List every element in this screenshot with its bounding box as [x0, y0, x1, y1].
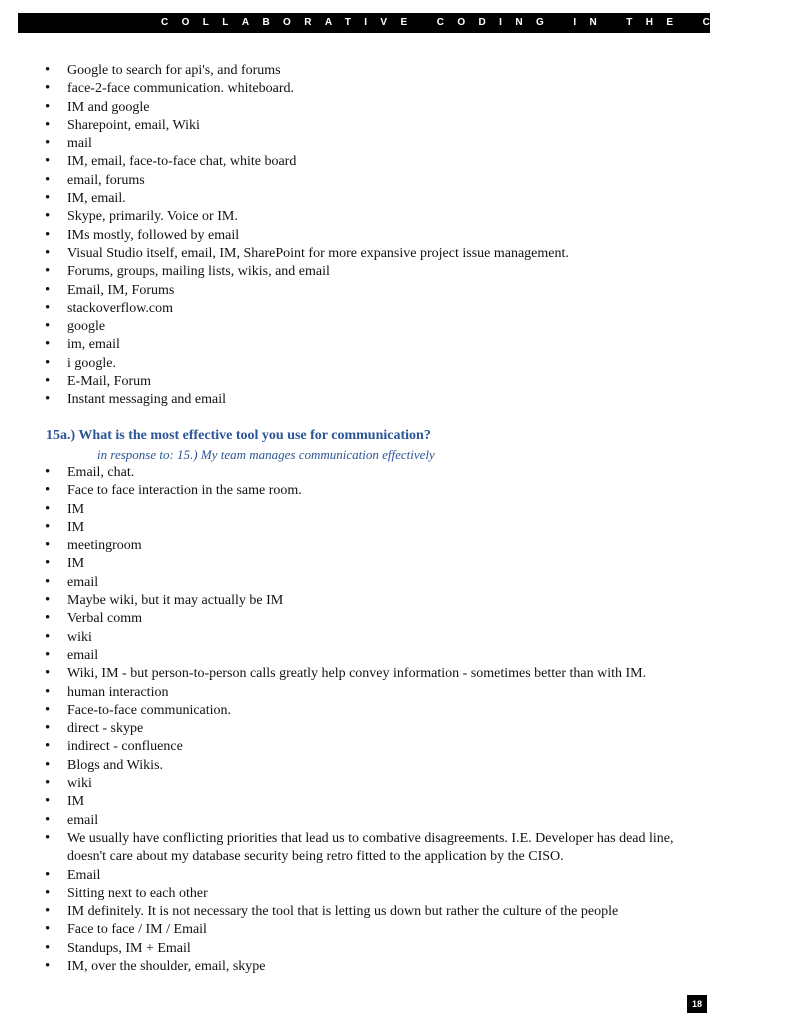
list-item: • Instant messaging and email — [0, 391, 728, 409]
list-item: • email — [0, 647, 728, 665]
list-item: • google — [0, 318, 728, 336]
list-item: • IM and google — [0, 99, 728, 117]
list-item: • Maybe wiki, but it may actually be IM — [0, 592, 728, 610]
list-item: • meetingroom — [0, 537, 728, 555]
list-item: • Sharepoint, email, Wiki — [0, 117, 728, 135]
response-list — [0, 62, 728, 410]
list-item: • email — [0, 812, 728, 830]
list-item: • IM — [0, 793, 728, 811]
list-item: • Forums, groups, mailing lists, wikis, and email — [0, 263, 728, 281]
list-item: • Sitting next to each other — [0, 885, 728, 903]
list-item: • We usually have conflicting priorities that lead us to combative disagreements. I.E. Developer has dead line, doesn't care about my database security being retro fitted to the application by the CISO. — [0, 830, 728, 867]
list-item: • IM, over the shoulder, email, skype — [0, 958, 728, 976]
list-item: • Face to face interaction in the same room. — [0, 482, 728, 500]
list-item: • E-Mail, Forum — [0, 373, 728, 391]
list-item: • wiki — [0, 629, 728, 647]
list-item: • im, email — [0, 336, 728, 354]
list-item: • Email, IM, Forums — [0, 282, 728, 300]
list-item: • human interaction — [0, 684, 728, 702]
list-item: • email — [0, 574, 728, 592]
list-item: • stackoverflow.com — [0, 300, 728, 318]
list-item: • direct - skype — [0, 720, 728, 738]
list-item: • Face-to-face communication. — [0, 702, 728, 720]
list-item: • IM, email, face-to-face chat, white board — [0, 153, 728, 171]
page-number: 18 — [687, 995, 707, 1013]
question-title: 15a.) What is the most effective tool you use for communication? — [46, 428, 431, 443]
list-item: • Blogs and Wikis. — [0, 757, 728, 775]
list-item: • Visual Studio itself, email, IM, SharePoint for more expansive project issue management. — [0, 245, 728, 263]
list-item: • wiki — [0, 775, 728, 793]
list-item: • Verbal comm — [0, 610, 728, 628]
list-item: • face-2-face communication. whiteboard. — [0, 80, 728, 98]
list-item: • Skype, primarily. Voice or IM. — [0, 208, 728, 226]
list-item: • IM — [0, 519, 728, 537]
list-item: • IM — [0, 501, 728, 519]
list-item: • indirect - confluence — [0, 738, 728, 756]
list-item: • email, forums — [0, 172, 728, 190]
header-bar — [18, 13, 805, 33]
list-item: • i google. — [0, 355, 728, 373]
list-item: • Google to search for api's, and forums — [0, 62, 728, 80]
list-item: • mail — [0, 135, 728, 153]
list-item: • IM definitely. It is not necessary the tool that is letting us down but rather the culture of the people — [0, 903, 728, 921]
list-item: • Standups, IM + Email — [0, 940, 728, 958]
list-item: • IMs mostly, followed by email — [0, 227, 728, 245]
list-item: • Face to face / IM / Email — [0, 921, 728, 939]
list-item: • Email, chat. — [0, 464, 728, 482]
list-item: • IM — [0, 555, 728, 573]
list-item: • Email — [0, 867, 728, 885]
list-item: • Wiki, IM - but person-to-person calls greatly help convey information - sometimes better than with IM. — [0, 665, 728, 683]
list-item: • IM, email. — [0, 190, 728, 208]
response-list-15a — [0, 464, 728, 976]
question-subtitle: in response to: 15.) My team manages communication effectively — [97, 447, 435, 462]
header-title: COLLABORATIVE CODING IN THE CLOUD — [161, 17, 805, 28]
